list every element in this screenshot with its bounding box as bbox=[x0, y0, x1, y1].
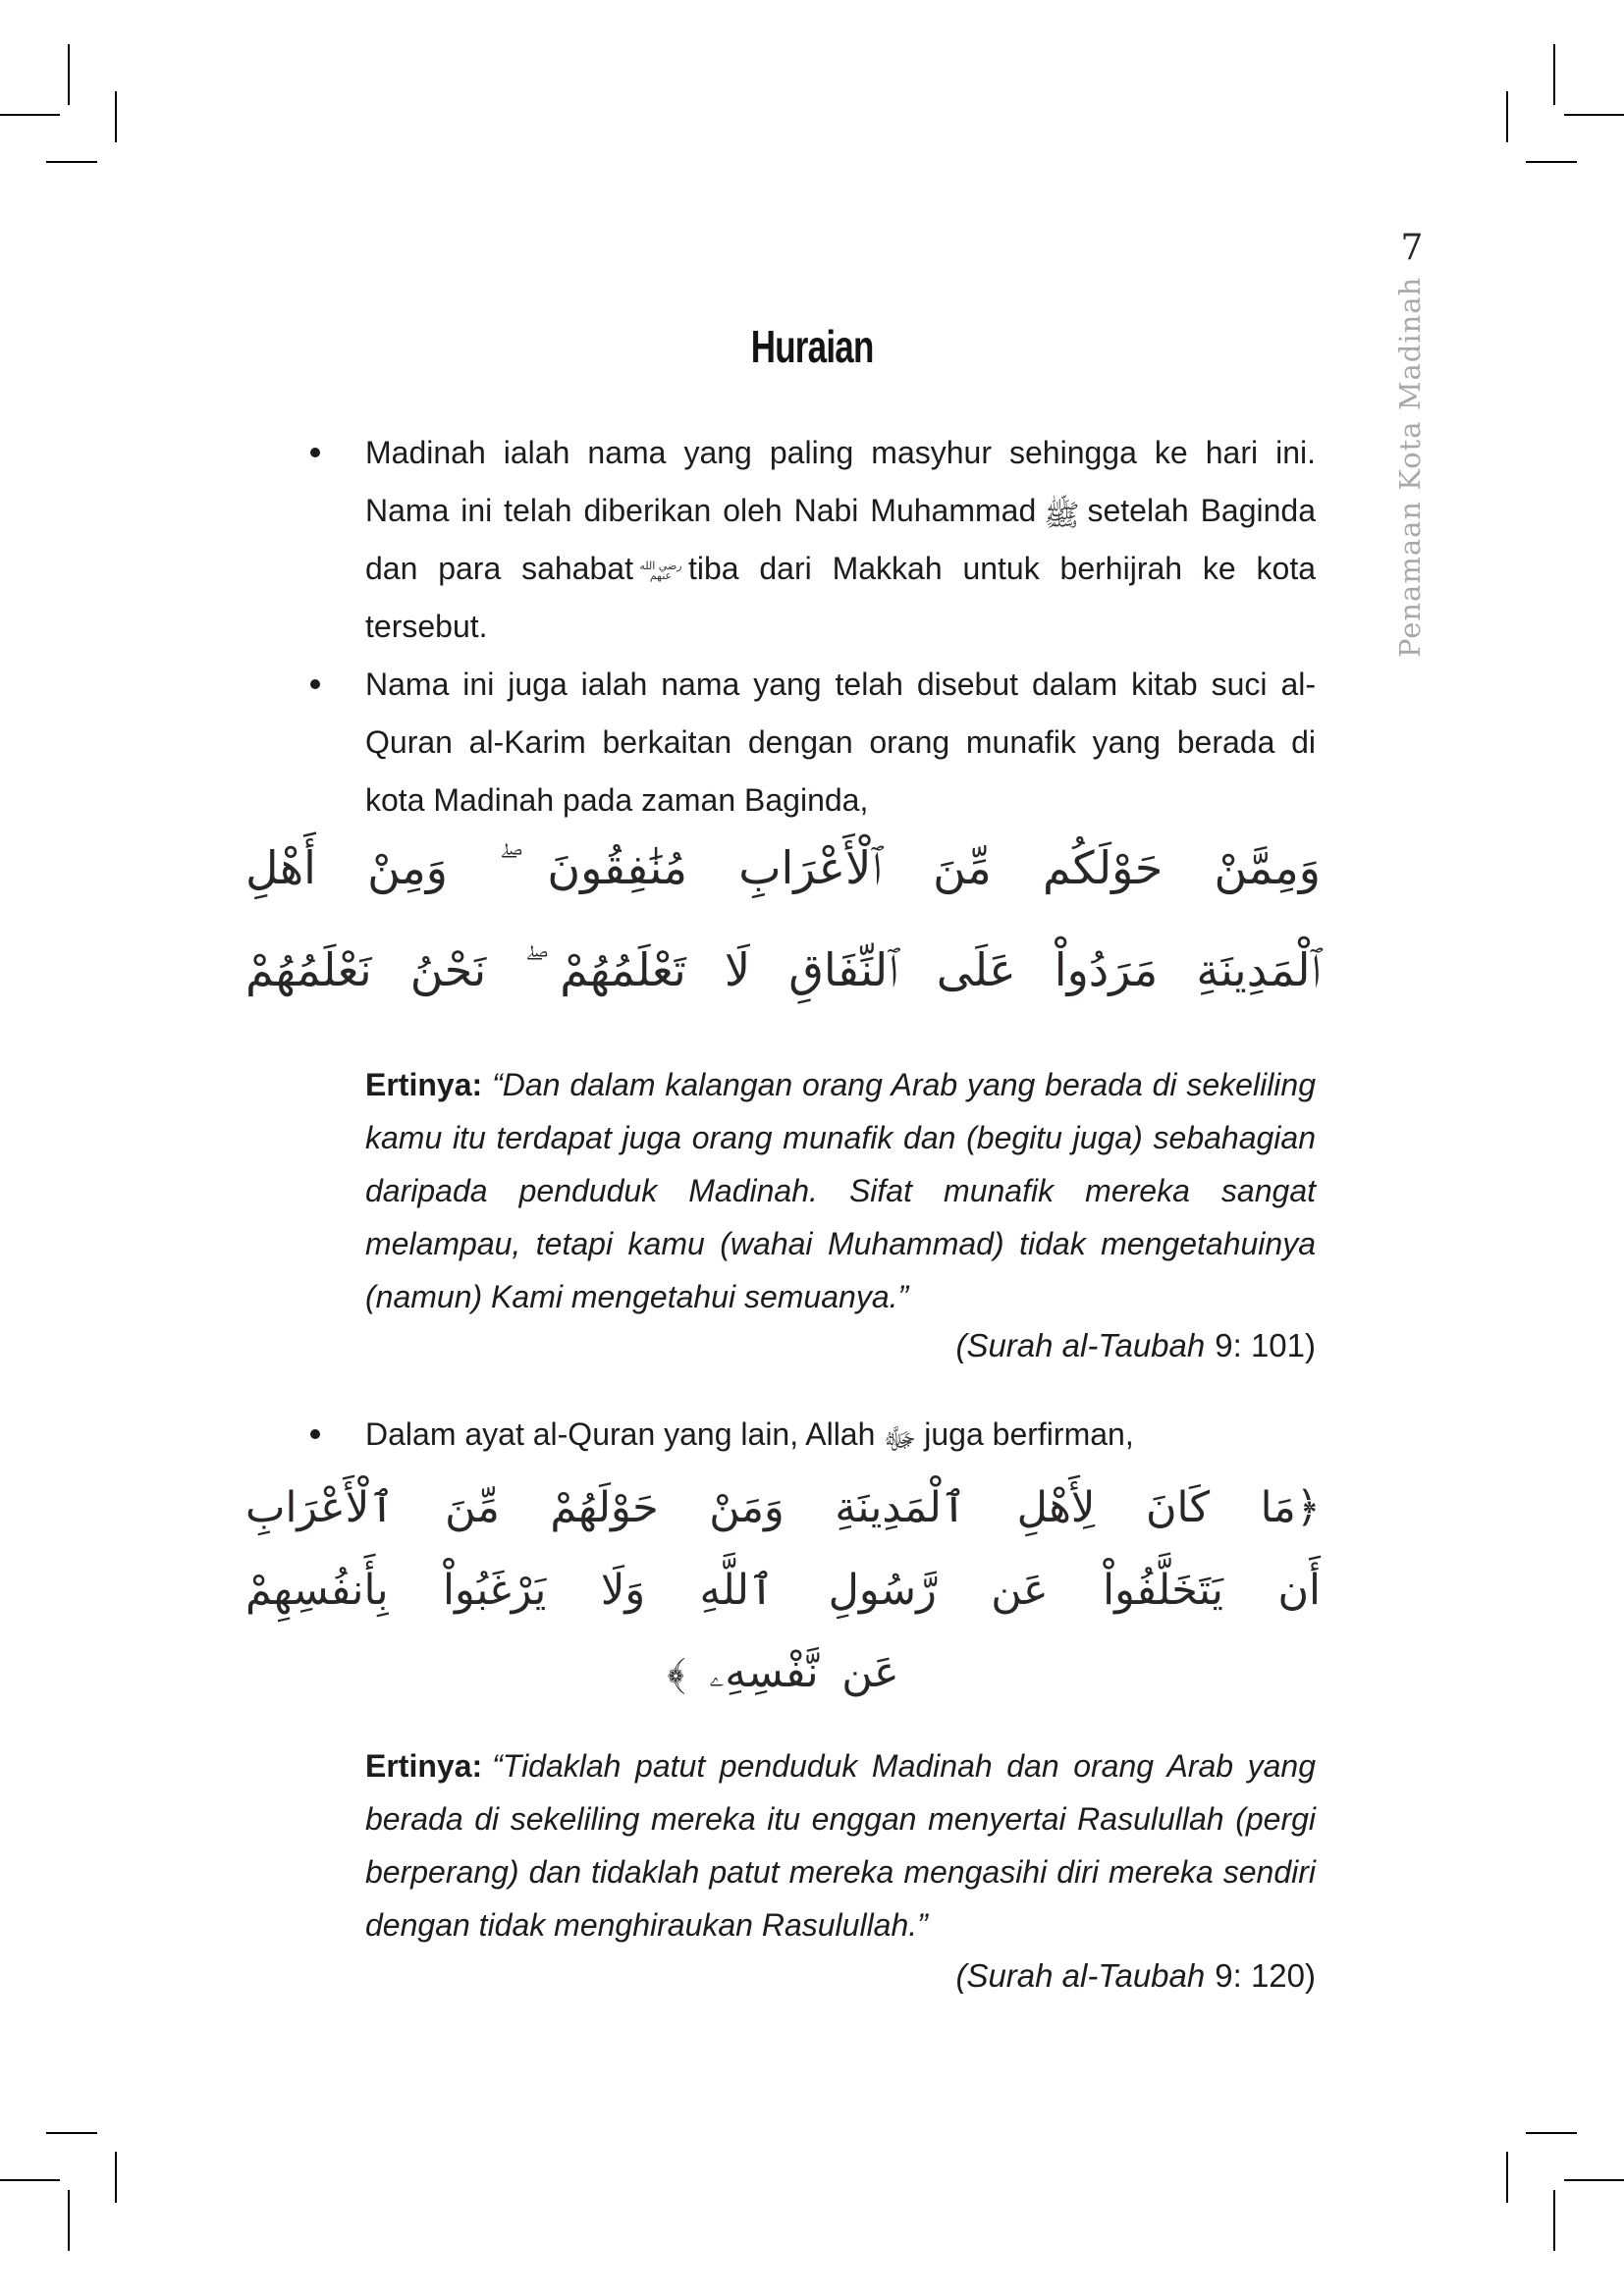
bullet-1-text-pre: Madinah ialah nama yang paling masyhur sehingga ke hari ini. Nama ini telah diberikan oleh Nabi Muhammad bbox=[365, 435, 1316, 528]
bullet-marker bbox=[310, 679, 320, 689]
bullet-marker bbox=[310, 1429, 320, 1439]
crop-mark bbox=[115, 2152, 117, 2203]
verse-citation-1 bbox=[365, 1327, 1316, 1364]
citation-surah-name: (Surah al-Taubah bbox=[955, 1327, 1206, 1363]
quran-verse-9-120 bbox=[245, 1467, 1321, 1714]
quran-verse-line: ﴿مَا كَانَ لِأَهْلِ ٱلْمَدِينَةِ وَمَنْ حَوْلَهُمْ مِّنَ ٱلْأَعْرَابِ bbox=[245, 1483, 1321, 1532]
section-title bbox=[0, 320, 1624, 373]
crop-mark bbox=[1564, 114, 1624, 116]
quran-verse-line: وَمِمَّنْ حَوْلَكُم مِّنَ ٱلْأَعْرَابِ مُنَٰفِقُونَ ۖ وَمِنْ أَهْلِ bbox=[245, 841, 1321, 894]
crop-mark bbox=[1564, 2179, 1624, 2181]
quran-verse-9-101 bbox=[245, 817, 1321, 1021]
bullet-marker bbox=[310, 448, 320, 457]
verse-citation-2 bbox=[365, 1957, 1316, 1995]
running-head-vertical: Penamaan Kota Madinah bbox=[1393, 276, 1427, 658]
citation-verse-number: 9: 101) bbox=[1215, 1327, 1316, 1363]
crop-mark bbox=[1553, 2190, 1555, 2251]
crop-mark bbox=[1526, 161, 1577, 163]
crop-mark bbox=[0, 2179, 60, 2181]
quran-verse-line: ٱلْمَدِينَةِ مَرَدُواْ عَلَى ٱلنِّفَاقِ لَا تَعْلَمُهُمْ ۖ نَحْنُ نَعْلَمُهُمْ bbox=[245, 943, 1321, 996]
crop-mark bbox=[1526, 2132, 1577, 2134]
crop-mark bbox=[115, 91, 117, 142]
bullet-1-text-post: tiba dari Makkah untuk berhijrah ke kota tersebut. bbox=[365, 551, 1317, 644]
bullet-item-1 bbox=[308, 424, 1316, 656]
translation-text: “Dan dalam kalangan orang Arab yang berada di sekeliling kamu itu terdapat juga orang munafik dan (begitu juga) sebahagian daripada penduduk Madinah. Sifat munafik mereka sangat melampau, tetapi kamu (wahai Muhammad) tidak mengetahuinya (namun) Kami mengetahui semuanya.” bbox=[365, 1067, 1316, 1314]
translation-label: Ertinya: bbox=[365, 1067, 483, 1102]
translation-paragraph-1 bbox=[365, 1058, 1316, 1323]
crop-mark bbox=[46, 2132, 97, 2134]
translation-paragraph-2 bbox=[365, 1739, 1316, 1951]
crop-mark bbox=[1553, 44, 1555, 105]
crop-mark bbox=[68, 44, 70, 105]
bullet-1-text-mid: setelah Baginda dan para sahabat bbox=[365, 493, 1316, 586]
crop-mark bbox=[68, 2190, 70, 2251]
citation-verse-number: 9: 120) bbox=[1215, 1957, 1316, 1994]
bullet-3-text-post: juga berfirman, bbox=[924, 1416, 1134, 1452]
salawat-honorific-symbol: ﷺ bbox=[1044, 499, 1080, 533]
citation-surah-name: (Surah al-Taubah bbox=[955, 1957, 1206, 1994]
section-title-text: Huraian bbox=[750, 321, 874, 372]
crop-mark bbox=[0, 114, 60, 116]
crop-mark bbox=[46, 161, 97, 163]
bullet-3-text-pre: Dalam ayat al-Quran yang lain, Allah bbox=[365, 1416, 876, 1452]
crop-mark bbox=[1506, 91, 1508, 142]
translation-text: “Tidaklah patut penduduk Madinah dan orang Arab yang berada di sekeliling mereka itu enggan menyertai Rasulullah (pergi berperang) dan tidaklah patut mereka mengasihi diri mereka sendiri dengan tidak menghiraukan Rasulullah.” bbox=[365, 1748, 1316, 1943]
page-number: 7 bbox=[1400, 228, 1424, 268]
jalla-jalaluhu-honorific-symbol: ﷻ bbox=[883, 1422, 917, 1457]
bullet-item-3 bbox=[308, 1406, 1316, 1464]
radiallahu-anhum-honorific-symbol: رضي الله عنهم bbox=[639, 559, 682, 582]
bullet-item-2 bbox=[308, 656, 1316, 829]
bullet-2-text: Nama ini juga ialah nama yang telah disebut dalam kitab suci al-Quran al-Karim berkaitan dengan orang munafik yang berada di kota Madinah pada zaman Baginda, bbox=[365, 667, 1316, 818]
crop-mark bbox=[1506, 2152, 1508, 2203]
quran-verse-line: عَن نَّفْسِهِۦ ﴾ bbox=[667, 1648, 899, 1697]
translation-label: Ertinya: bbox=[365, 1748, 483, 1784]
quran-verse-line: أَن يَتَخَلَّفُواْ عَن رَّسُولِ ٱللَّهِ وَلَا يَرْغَبُواْ بِأَنفُسِهِمْ bbox=[245, 1566, 1321, 1615]
